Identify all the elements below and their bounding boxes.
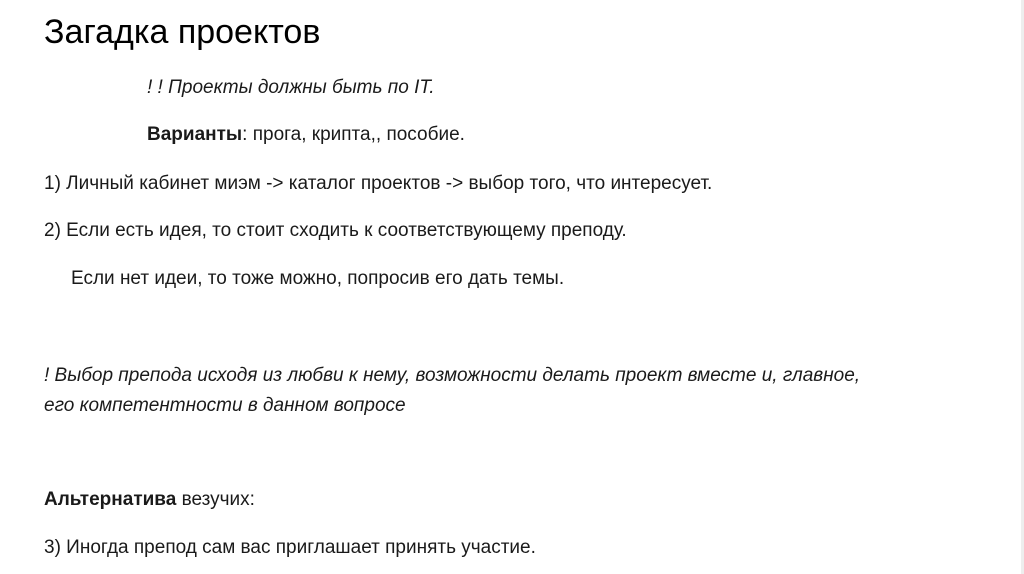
variants-line xyxy=(147,122,465,148)
alternative-text: везучих: xyxy=(176,489,255,510)
alternative-label: Альтернатива xyxy=(44,489,177,510)
list-item-2: 2) Если есть идея, то стоит сходить к соответствующему преподу. xyxy=(44,220,627,241)
choice-note-line-1: ! Выбор препода исходя из любви к нему, возможности делать проект вместе и, главное, xyxy=(44,365,861,386)
slide-title: Загадка проектов xyxy=(44,13,321,51)
it-requirement-note: ! ! Проекты должны быть по IT. xyxy=(147,77,435,98)
variants-text: : прога, крипта,, пособие. xyxy=(242,124,465,145)
list-item-1: 1) Личный кабинет миэм -> каталог проектов -> выбор того, что интересует. xyxy=(44,173,713,194)
choice-note-line-2: его компетентности в данном вопросе xyxy=(44,395,406,416)
alternative-line xyxy=(44,487,255,513)
variants-label: Варианты xyxy=(147,124,243,145)
list-item-2-subtext: Если нет идеи, то тоже можно, попросив его дать темы. xyxy=(71,268,565,289)
list-item-3: 3) Иногда препод сам вас приглашает принять участие. xyxy=(44,537,536,558)
